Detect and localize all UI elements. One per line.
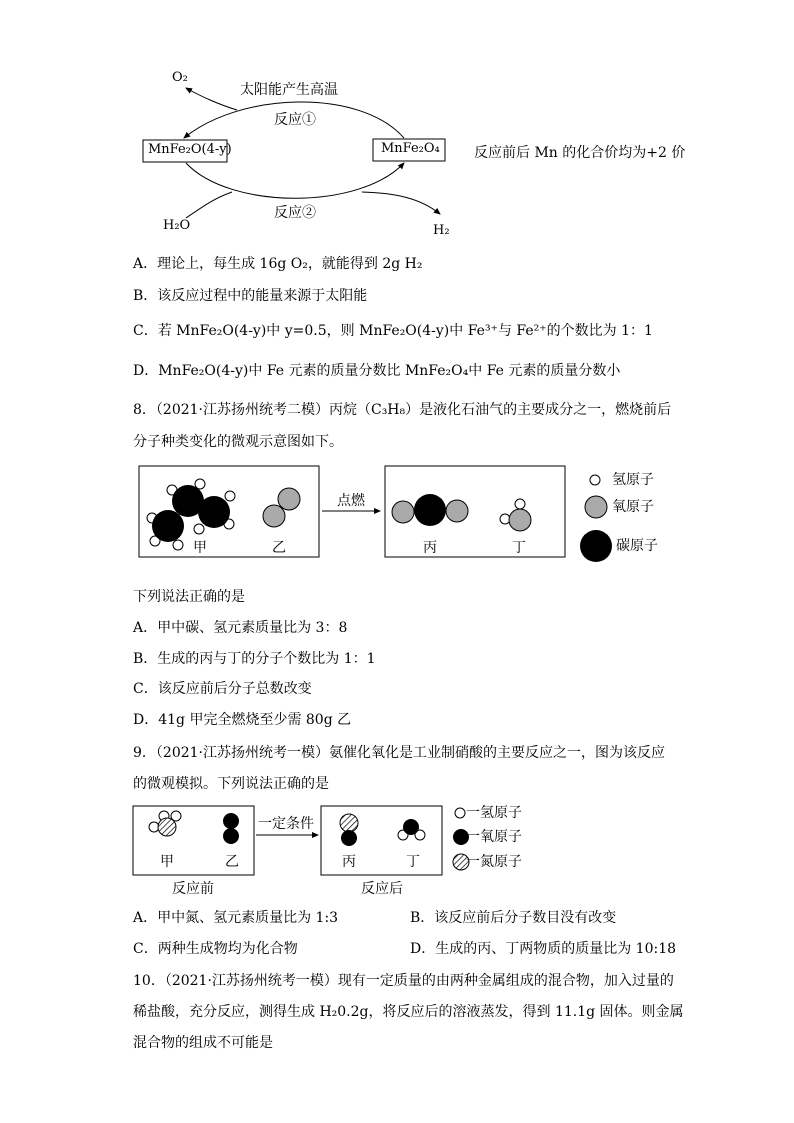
q9-label-jia: 甲 <box>160 854 174 870</box>
q9-label-ding: 丁 <box>406 854 420 870</box>
q9-legend-hydrogen: 一氢原子 <box>466 805 522 821</box>
q10-line2: 稀盐酸，充分反应，测得生成 H₂0.2g，将反应后的溶液蒸发，得到 11.1g 固体。则金属 <box>133 1004 684 1020</box>
q9-before-label: 反应前 <box>172 881 214 897</box>
q8-option-a: A．甲中碳、氢元素质量比为 3：8 <box>133 620 348 636</box>
q9-arrow-label: 一定条件 <box>258 816 314 832</box>
q7-option-a: A．理论上，每生成 16g O₂，就能得到 2g H₂ <box>133 256 423 272</box>
q9-stem-line2: 的微观模拟。下列说法正确的是 <box>133 776 329 792</box>
q8-label-jia: 甲 <box>193 540 207 556</box>
q9-stem-line1: 9．（2021·江苏扬州统考一模）氨催化氧化是工业制硝酸的主要反应之一，图为该反应 <box>133 745 665 761</box>
q7-option-d: D．MnFe₂O(4-y)中 Fe 元素的质量分数比 MnFe₂O₄中 Fe 元素的质量分数小 <box>133 363 621 379</box>
q8-option-b: B．生成的丙与丁的分子个数比为 1：1 <box>133 651 376 667</box>
q9-legend-nitrogen: 一氮原子 <box>466 854 522 870</box>
h2-label: H₂ <box>433 223 450 238</box>
reaction2-label: 反应② <box>274 205 316 221</box>
q9-legend-hydrogen-icon <box>455 808 465 818</box>
q8-stem-line2: 分子种类变化的微观示意图如下。 <box>133 434 343 450</box>
o2-label: O₂ <box>172 70 188 85</box>
q9-label-yi: 乙 <box>225 854 239 870</box>
q9-option-c: C．两种生成物均为化合物 <box>133 941 298 957</box>
q9-legend-oxygen: 一氧原子 <box>466 829 522 845</box>
q8-question: 下列说法正确的是 <box>133 589 245 605</box>
q8-label-yi: 乙 <box>272 540 286 556</box>
left-compound-label: MnFe₂O(4-y) <box>148 142 232 157</box>
q9-label-bing: 丙 <box>342 854 356 870</box>
q8-legend-carbon: 碳原子 <box>616 538 658 554</box>
reaction1-label: 反应① <box>274 112 316 128</box>
q8-legend-oxygen: 氧原子 <box>612 499 654 515</box>
q7-option-b: B．该反应过程中的能量来源于太阳能 <box>133 288 368 304</box>
q8-option-c: C．该反应前后分子总数改变 <box>133 681 312 697</box>
q9-option-d: D．生成的丙、丁两物质的质量比为 10:18 <box>410 941 677 957</box>
q9-after-label: 反应后 <box>361 881 403 897</box>
q9-option-a: A．甲中氮、氢元素质量比为 1:3 <box>133 910 339 926</box>
q7-option-c: C．若 MnFe₂O(4-y)中 y=0.5，则 MnFe₂O(4-y)中 Fe³⁺与 Fe²⁺的个数比为 1：1 <box>133 323 653 339</box>
q10-line3: 混合物的组成不可能是 <box>133 1035 273 1051</box>
q9-product-box <box>321 806 442 875</box>
q8-stem-line1: 8．（2021·江苏扬州统考二模）丙烷（C₃H₈）是液化石油气的主要成分之一，燃烧前后 <box>133 402 672 418</box>
q8-arrow-label: 点燃 <box>337 493 365 509</box>
q8-label-ding: 丁 <box>512 540 526 556</box>
h2o-label: H₂O <box>163 218 191 233</box>
q8-option-d: D．41g 甲完全燃烧至少需 80g 乙 <box>133 712 352 728</box>
right-compound-label: MnFe₂O₄ <box>381 141 440 156</box>
q8-legend-hydrogen: 氢原子 <box>612 472 654 488</box>
no-molecule <box>340 814 358 846</box>
valence-note: 反应前后 Mn 的化合价均为+2 价 <box>474 145 686 161</box>
q10-line1: 10．（2021·江苏扬州统考一模）现有一定质量的由两种金属组成的混合物，加入过量的 <box>133 973 674 989</box>
cycle-top-label: 太阳能产生高温 <box>240 82 338 98</box>
q8-label-bing: 丙 <box>423 540 437 556</box>
q9-option-b: B．该反应前后分子数目没有改变 <box>410 910 617 926</box>
